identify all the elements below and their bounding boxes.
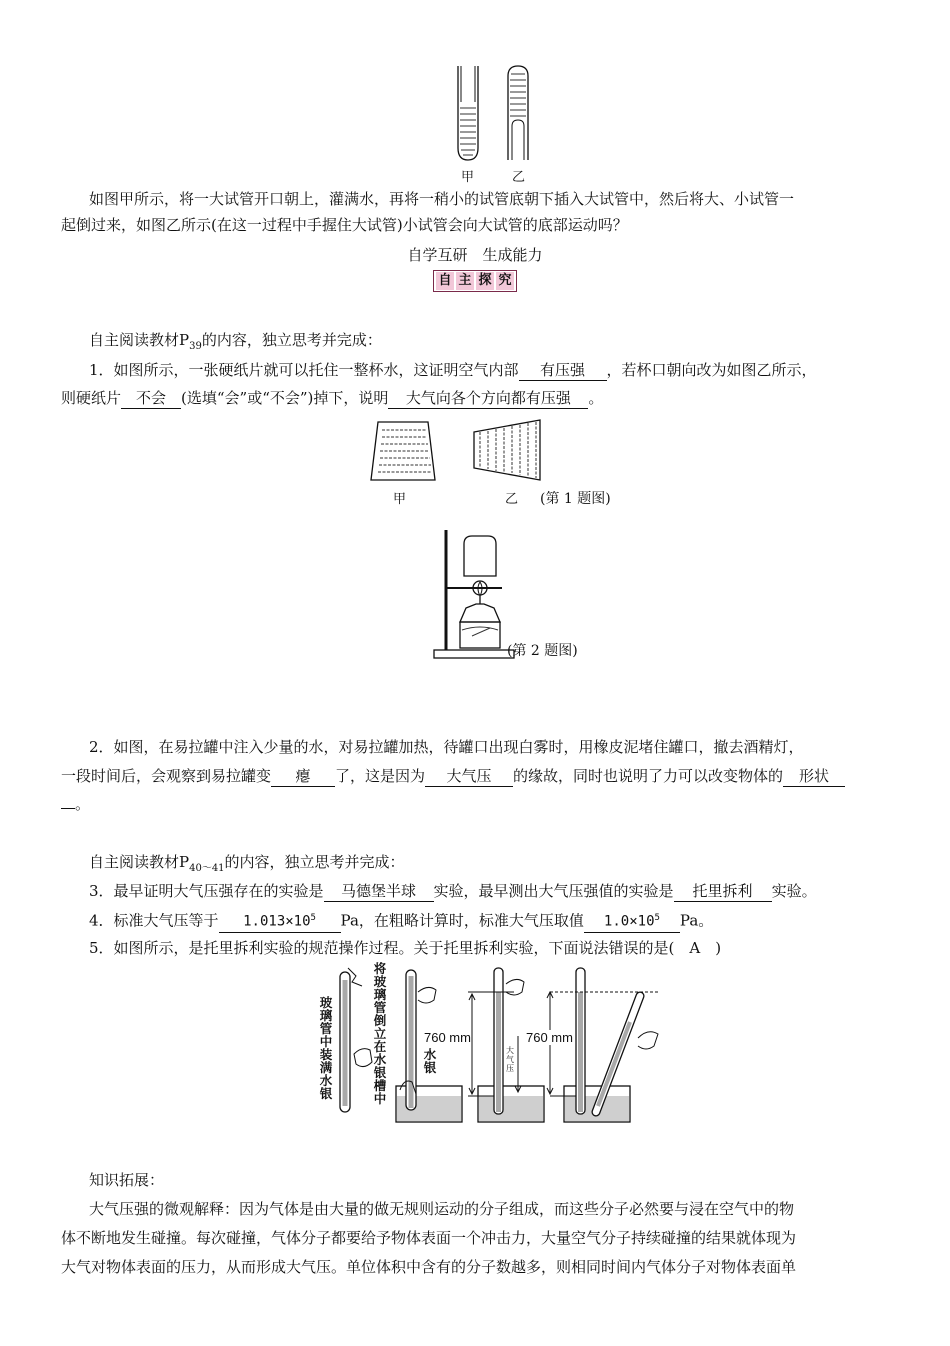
label-fill-mercury: 玻璃管中装满水银 <box>319 995 333 1101</box>
answer-blank: 马德堡半球 <box>324 882 434 902</box>
cup-figure <box>368 418 548 488</box>
answer-blank: $1.0\times 10^5$ <box>584 909 680 933</box>
badge-char: 自 <box>436 272 454 290</box>
answer-blank: 有压强 <box>519 361 607 381</box>
figure-caption: (第 1 题图) <box>540 491 611 507</box>
figure-label-a: 甲 <box>393 492 407 507</box>
question-2-line-2: 一段时间后，会观察到易拉罐变 瘪 了，这是因为 大气压 的缘故，同时也说明了力可以改变物体的 形状 <box>61 766 901 787</box>
extension-paragraph-line-3: 大气对物体表面的压力，从而形成大气压。单位体积中含有的分子数越多，则相同时间内气体分子对物体表面单 <box>61 1258 797 1276</box>
figure-label-b: 乙 <box>512 170 526 185</box>
answer-blank-tail <box>61 808 75 809</box>
figure-label-b: 乙 <box>505 492 519 507</box>
question-2-line-1: 2．如图，在易拉罐中注入少量的水，对易拉罐加热，待罐口出现白雾时，用橡皮泥堵住罐口，撤去酒精灯， <box>89 738 804 756</box>
figure-label-a: 甲 <box>461 170 475 185</box>
badge-row <box>0 270 950 292</box>
question-1-line-1: 1．如图所示，一张硬纸片就可以托住一整杯水，这证明空气内部 有压强 ，若杯口朝向改为如图乙所示， <box>89 361 817 379</box>
intro-line-1: 如图甲所示，将一大试管开口朝上，灌满水，再将一稍小的试管底朝下插入大试管中，然后将大、小试管一 <box>89 190 795 208</box>
answer-blank: 大气压 <box>425 767 513 787</box>
badge-char: 主 <box>456 272 474 290</box>
reading-instruction-1: 自主阅读教材$P_{39}$的内容，独立思考并完成： <box>89 331 382 352</box>
height-label: 760 mm <box>424 1030 471 1045</box>
badge-self-explore <box>433 270 517 292</box>
badge-char: 探 <box>476 272 494 290</box>
question-2-line-3: 。 <box>61 794 901 814</box>
answer-blank: 托里拆利 <box>674 882 772 902</box>
answer-blank: $1.013\times 10^5$ <box>219 909 341 933</box>
question-3: 3．最早证明大气压强存在的实验是 马德堡半球 实验，最早测出大气压强值的实验是 托里拆利 实验。 <box>89 882 817 900</box>
extension-title: 知识拓展： <box>89 1171 165 1189</box>
figure-caption: (第 2 题图) <box>507 643 578 659</box>
badge-char: 究 <box>496 272 514 290</box>
question-5: 5．如图所示，是托里拆利实验的规范操作过程。关于托里拆利实验，下面说法错误的是( A ) <box>89 939 722 957</box>
label-invert-tube: 将玻璃管倒立在水银槽中 <box>373 961 387 1106</box>
question-1-line-2: 则硬纸片 不会 (选填“会”或“不会”)掉下，说明 大气向各个方向都有压强 。 <box>61 389 604 407</box>
answer-blank: 瘪 <box>271 767 335 787</box>
label-mercury: 水银 <box>423 1047 437 1075</box>
test-tube-figure <box>448 62 528 174</box>
section-title: 自学互研 生成能力 <box>407 246 543 264</box>
extension-paragraph-line-2: 体不断地发生碰撞。每次碰撞，气体分子都要给予物体表面一个冲击力，大量空气分子持续碰撞的结果就体现为 <box>61 1229 797 1247</box>
torricelli-figure <box>318 966 638 1126</box>
extension-paragraph-line-1: 大气压强的微观解释：因为气体是由大量的做无规则运动的分子组成，而这些分子必然要与浸在空气中的物 <box>89 1200 795 1218</box>
pressure-label: 大气压 <box>506 1046 514 1073</box>
intro-line-2: 起倒过来，如图乙所示(在这一过程中手握住大试管)小试管会向大试管的底部运动吗？ <box>61 216 628 234</box>
answer-blank: 形状 <box>783 767 845 787</box>
reading-instruction-2: 自主阅读教材$P_{40\sim 41}$的内容，独立思考并完成： <box>89 853 405 874</box>
answer-blank: 大气向各个方向都有压强 <box>388 389 588 409</box>
answer-blank: 不会 <box>121 389 181 409</box>
question-4: 4．标准大气压等于 $1.013\times 10^5$ Pa，在粗略计算时，标准大气压取值 $1.0\times 10^5$ Pa。 <box>89 909 929 933</box>
height-label: 760 mm <box>526 1030 573 1045</box>
